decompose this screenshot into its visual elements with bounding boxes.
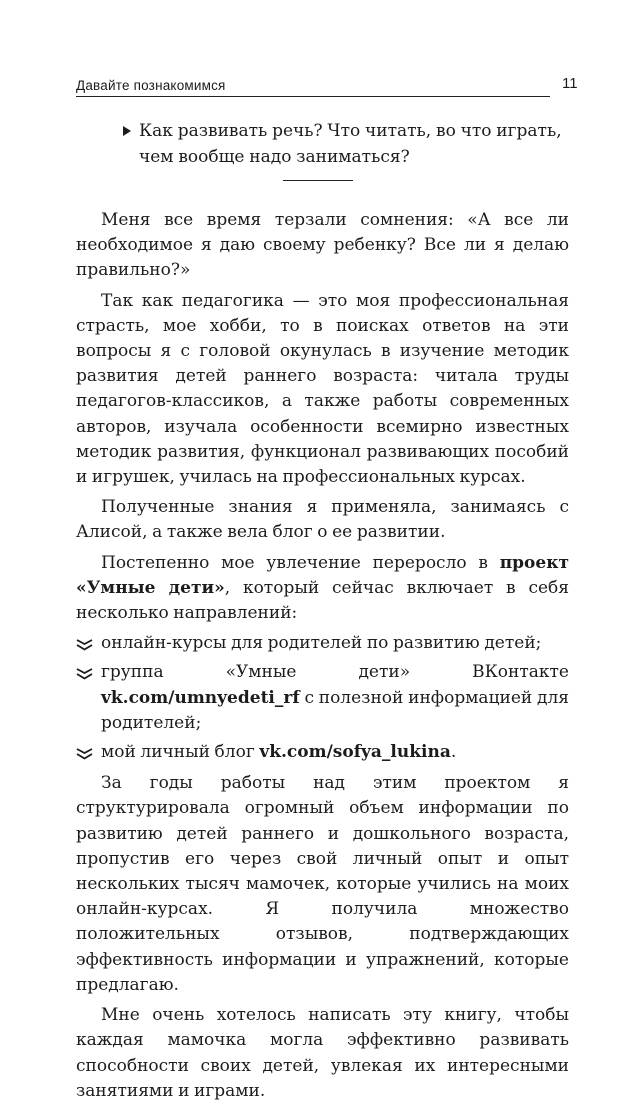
double-chevron-down-icon [76,748,93,760]
group-link[interactable]: vk.com/umnyedeti_rf [101,687,300,708]
running-head [76,78,550,97]
list-item-label: с полезной информацией для родителей; [101,687,569,733]
list-item-courses [76,631,569,656]
paragraph-experience: За годы работы над этим проектом я структурировала огромный объем информации по развитию детей раннего и дошкольного возраста, пропустив его через свой личный опыт и опыт нескольких тысяч мамочек, которые учились на моих онлайн-курсах. Я получила множество положительных отзывов, подтверждающих эффективность информации и упражнений, которые предлагаю. [76,773,569,995]
project-text-before: Постепенно мое увлечение переросло в [101,552,500,573]
project-directions-list [76,631,569,765]
list-item-group [76,660,569,736]
page-content [76,118,569,1109]
question-item [76,118,569,170]
running-title: Давайте познакомимся [76,78,226,93]
paragraph-knowledge: Полученные знания я применяла, занимаясь с Алисой, а также вела блог о ее развитии. [76,497,569,543]
blog-link[interactable]: vk.com/sofya_lukina [259,742,451,763]
paragraph-doubts: Меня все время терзали сомнения: «А все ли необходимое я даю своему ребенку? Все ли я делаю правильно?» [76,210,569,281]
paragraph-pedagogy: Так как педагогика — это моя профессиональная страсть, мое хобби, то в поисках ответов на эти вопросы я с головой окунулась в изучение методик развития детей раннего возраста: читала труды педагогов-классиков, а также работы современных авторов, изучала особенности всемирно известных методик развития, функционал развивающих пособий и игрушек, училась на профессиональных курсах. [76,290,569,488]
question-line-2: чем вообще надо заниматься? [139,147,410,167]
list-item-label: мой личный блог [101,742,260,763]
project-name: проект «Умные дети» [76,552,569,598]
triangle-right-icon [123,126,131,136]
list-item-label: онлайн-курсы для родителей по развитию детей; [101,633,542,654]
page-number: 11 [562,75,578,92]
list-item-label: . [450,742,457,763]
project-text-after: , который сейчас включает в себя несколько направлений: [76,577,569,624]
double-chevron-down-icon [76,639,93,651]
double-chevron-down-icon [76,668,93,680]
paragraph-project [76,551,569,627]
paragraph-book-purpose: Мне очень хотелось написать эту книгу, чтобы каждая мамочка могла эффективно развивать способности своих детей, увлекая их интересными занятиями и играми. [76,1005,569,1101]
question-line-1: Как развивать речь? Что читать, во что играть, [139,121,562,141]
list-item-label: группа «Умные дети» ВКонтакте [101,662,569,683]
list-item-blog [76,740,569,765]
